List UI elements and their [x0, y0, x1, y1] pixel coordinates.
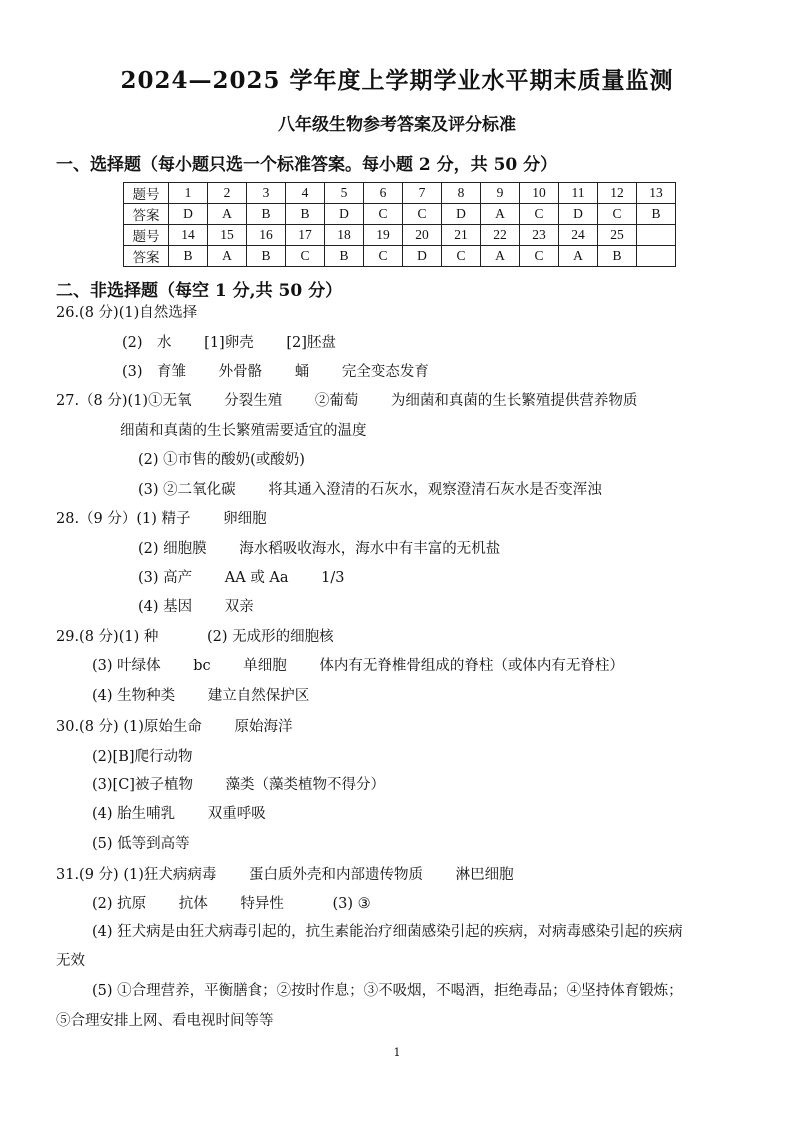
q30-l4-b: 双重呼吸 — [207, 806, 266, 822]
table-cell: B — [286, 204, 325, 225]
q29-l2-b: bc — [193, 658, 211, 674]
q30-l1-b: 原始海洋 — [234, 719, 293, 735]
q28-l4-b: 双亲 — [224, 599, 254, 615]
q28-l3-a: (3) 高产 — [138, 570, 193, 586]
table-cell: C — [598, 204, 637, 225]
q30-l3-b: 藻类（藻类植物不得分） — [225, 777, 386, 793]
q30-l1-a: 30.(8 分) (1)原始生命 — [56, 719, 202, 735]
q29-line3 — [92, 687, 309, 705]
q30-line4 — [92, 805, 266, 823]
table-cell: 3 — [247, 183, 286, 204]
q29-l3-a: (4) 生物种类 — [92, 688, 176, 704]
table-cell: C — [364, 246, 403, 267]
table-cell: B — [247, 204, 286, 225]
q28-l2-b: 海水稻吸收海水，海水中有丰富的无机盐 — [239, 541, 501, 557]
table-cell: 23 — [520, 225, 559, 246]
q31-l2-d: (3) ③ — [332, 896, 371, 912]
q31-line2 — [92, 895, 371, 913]
table-cell: B — [598, 246, 637, 267]
table-cell: 16 — [247, 225, 286, 246]
q27-line3: (2) ①市售的酸奶(或酸奶) — [138, 452, 305, 468]
table-cell: C — [520, 204, 559, 225]
q29-l2-d: 体内有无脊椎骨组成的脊柱（或体内有无脊柱） — [319, 658, 624, 674]
q27-l4-a: (3) ②二氧化碳 — [138, 482, 236, 498]
table-cell — [637, 246, 676, 267]
table-row — [124, 204, 676, 225]
q31-line6: ⑤合理安排上网、看电视时间等等 — [56, 1013, 274, 1029]
q31-l1-b: 蛋白质外壳和内部遗传物质 — [248, 867, 423, 883]
q31-l2-c: 特异性 — [240, 896, 284, 912]
table-cell: 14 — [169, 225, 208, 246]
q29-l1-a: 29.(8 分)(1) 种 — [56, 629, 159, 645]
q30-l3-a: (3)[C]被子植物 — [92, 777, 193, 793]
q30-line2: (2)[B]爬行动物 — [92, 749, 193, 765]
table-cell: A — [481, 204, 520, 225]
q27-l1-c: ②葡萄 — [314, 393, 359, 409]
table-cell: C — [520, 246, 559, 267]
q26-line3 — [122, 363, 429, 381]
table-row-header: 答案 — [124, 246, 169, 267]
q30-line1 — [56, 718, 292, 736]
q29-l2-c: 单细胞 — [243, 658, 287, 674]
table-row — [124, 225, 676, 246]
table-cell: B — [247, 246, 286, 267]
table-row — [124, 183, 676, 204]
q30-line5: (5) 低等到高等 — [92, 836, 190, 852]
table-cell: 21 — [442, 225, 481, 246]
table-cell: 20 — [403, 225, 442, 246]
q28-line2 — [138, 540, 500, 558]
q28-line1 — [56, 510, 267, 528]
table-cell: 10 — [520, 183, 559, 204]
table-cell — [637, 225, 676, 246]
q27-l1-b: 分裂生殖 — [224, 393, 283, 409]
section2-heading: 二、非选择题（每空 1 分,共 50 分） — [56, 281, 343, 301]
q28-line4 — [138, 598, 254, 616]
q28-l1-a: 28.（9 分）(1) 精子 — [56, 511, 191, 527]
table-cell: A — [208, 204, 247, 225]
q29-l2-a: (3) 叶绿体 — [92, 658, 161, 674]
table-cell: A — [208, 246, 247, 267]
table-cell: 9 — [481, 183, 520, 204]
table-cell: 5 — [325, 183, 364, 204]
table-cell: 2 — [208, 183, 247, 204]
table-cell: D — [169, 204, 208, 225]
q26-l3-a: (3) 育雏 — [122, 364, 187, 380]
table-cell: 6 — [364, 183, 403, 204]
table-cell: B — [325, 246, 364, 267]
q31-line5: (5) ①合理营养，平衡膳食；②按时作息；③不吸烟，不喝酒，拒绝毒品；④坚持体育锻炼； — [92, 983, 683, 999]
table-cell: A — [559, 246, 598, 267]
table-cell: B — [169, 246, 208, 267]
q31-line1 — [56, 866, 514, 884]
q27-l1-a: 27.（8 分)(1)①无氧 — [56, 393, 192, 409]
q29-line1 — [56, 628, 334, 646]
q26-l3-c: 蛹 — [294, 364, 310, 380]
table-cell: D — [442, 204, 481, 225]
table-cell: 12 — [598, 183, 637, 204]
table-cell: 17 — [286, 225, 325, 246]
table-cell: 25 — [598, 225, 637, 246]
table-cell: 11 — [559, 183, 598, 204]
q26-l3-d: 完全变态发育 — [341, 364, 429, 380]
q28-l3-c: 1/3 — [321, 570, 345, 586]
table-cell: A — [481, 246, 520, 267]
q30-l4-a: (4) 胎生哺乳 — [92, 806, 176, 822]
q29-l3-b: 建立自然保护区 — [207, 688, 310, 704]
q26-line1: 26.(8 分)(1)自然选择 — [56, 305, 198, 321]
page-subtitle: 八年级生物参考答案及评分标准 — [278, 115, 516, 135]
q31-l1-a: 31.(9 分) (1)狂犬病病毒 — [56, 867, 217, 883]
q28-l1-b: 卵细胞 — [223, 511, 267, 527]
table-cell: C — [364, 204, 403, 225]
q28-l2-a: (2) 细胞膜 — [138, 541, 207, 557]
q28-l4-a: (4) 基因 — [138, 599, 193, 615]
q31-l1-c: 淋巴细胞 — [455, 867, 514, 883]
q27-line4 — [138, 481, 602, 499]
q26-line2 — [122, 334, 336, 352]
table-cell: C — [442, 246, 481, 267]
table-cell: 13 — [637, 183, 676, 204]
table-cell: C — [286, 246, 325, 267]
table-cell: C — [403, 204, 442, 225]
table-cell: 1 — [169, 183, 208, 204]
q28-line3 — [138, 569, 345, 587]
q31-line3: (4) 狂犬病是由狂犬病毒引起的，抗生素能治疗细菌感染引起的疾病，对病毒感染引起的疾病 — [92, 924, 683, 940]
q31-l2-b: 抗体 — [178, 896, 208, 912]
table-cell: 8 — [442, 183, 481, 204]
q27-l4-b: 将其通入澄清的石灰水，观察澄清石灰水是否变浑浊 — [268, 482, 602, 498]
table-cell: 18 — [325, 225, 364, 246]
table-cell: 4 — [286, 183, 325, 204]
q29-l1-b: (2) 无成形的细胞核 — [206, 629, 334, 645]
table-cell: D — [559, 204, 598, 225]
table-row-header: 题号 — [124, 225, 169, 246]
table-cell: 19 — [364, 225, 403, 246]
page-number: 1 — [393, 1046, 401, 1059]
table-cell: D — [325, 204, 364, 225]
q27-line2: 细菌和真菌的生长繁殖需要适宜的温度 — [120, 423, 367, 439]
q26-l2-b: [1]卵壳 — [204, 335, 254, 351]
table-cell: 7 — [403, 183, 442, 204]
q28-l3-b: AA 或 Aa — [224, 570, 289, 586]
q27-l1-d: 为细菌和真菌的生长繁殖提供营养物质 — [390, 393, 638, 409]
q27-line1 — [56, 392, 637, 410]
table-cell: B — [637, 204, 676, 225]
section1-heading: 一、选择题（每小题只选一个标准答案。每小题 2 分，共 50 分） — [56, 155, 558, 175]
table-row-header: 题号 — [124, 183, 169, 204]
table-row — [124, 246, 676, 267]
q31-line4: 无效 — [56, 953, 85, 969]
table-cell: 15 — [208, 225, 247, 246]
table-cell: 22 — [481, 225, 520, 246]
q26-l2-a: (2) 水 — [122, 335, 172, 351]
q26-l3-b: 外骨骼 — [218, 364, 263, 380]
table-row-header: 答案 — [124, 204, 169, 225]
answer-table — [123, 182, 676, 267]
q26-l2-c: [2]胚盘 — [286, 335, 336, 351]
table-cell: 24 — [559, 225, 598, 246]
page-title: 2024—2025 学年度上学期学业水平期末质量监测 — [120, 67, 674, 94]
q31-l2-a: (2) 抗原 — [92, 896, 147, 912]
q29-line2 — [92, 657, 624, 675]
q30-line3 — [92, 776, 385, 794]
table-cell: D — [403, 246, 442, 267]
